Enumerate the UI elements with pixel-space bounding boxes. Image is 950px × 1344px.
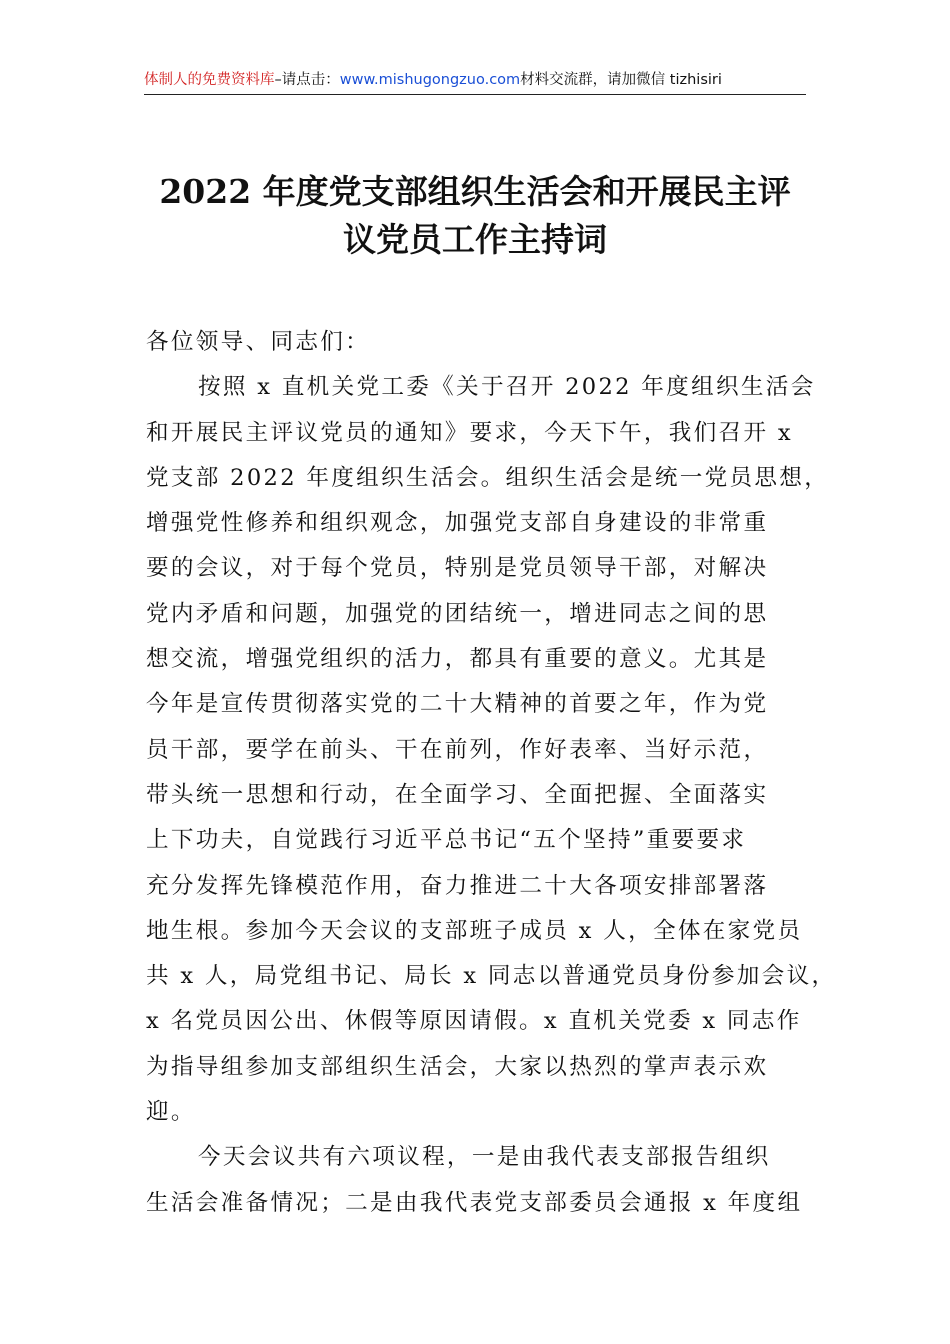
body-line: 迎。 — [146, 1099, 196, 1126]
salutation: 各位领导、同志们： — [146, 329, 371, 355]
document-body — [146, 320, 837, 1226]
title-line-1: 2022 年度党支部组织生活会和开展民主评 — [159, 172, 791, 211]
body-line: 今天会议共有六项议程，一是由我代表支部报告组织 — [198, 1144, 771, 1171]
body-line: 党内矛盾和问题，加强党的团结统一，增进同志之间的思 — [146, 600, 769, 627]
body-line: 地生根。参加今天会议的支部班子成员 x 人，全体在家党员 — [146, 917, 803, 944]
document-title — [100, 168, 850, 264]
page-header — [144, 68, 806, 95]
header-brand: 体制人的免费资料库 — [144, 72, 275, 88]
body-line: 为指导组参加支部组织生活会，大家以热烈的掌声表示欢 — [146, 1053, 769, 1080]
body-line: 和开展民主评议党员的通知》要求，今天下午，我们召开 x — [146, 419, 793, 446]
title-line-2: 议党员工作主持词 — [343, 220, 607, 259]
body-line: 员干部，要学在前头、干在前列，作好表率、当好示范， — [146, 736, 769, 763]
header-link[interactable]: www.mishugongzuo.com — [339, 72, 521, 88]
body-line: x 名党员因公出、休假等原因请假。x 直机关党委 x 同志作 — [146, 1008, 802, 1035]
body-line: 要的会议，对于每个党员，特别是党员领导干部，对解决 — [146, 555, 769, 582]
header-separator: –请点击： — [274, 72, 340, 88]
body-line: 共 x 人，局党组书记、局长 x 同志以普通党员身份参加会议， — [146, 963, 837, 990]
body-line: 生活会准备情况；二是由我代表党支部委员会通报 x 年度组 — [146, 1189, 803, 1216]
body-line: 充分发挥先锋模范作用，奋力推进二十大各项安排部署落 — [146, 872, 769, 899]
body-line: 今年是宣传贯彻落实党的二十大精神的首要之年，作为党 — [146, 691, 769, 718]
header-tail: 材料交流群，请加微信 tizhisiri — [520, 72, 722, 88]
body-line: 想交流，增强党组织的活力，都具有重要的意义。尤其是 — [146, 646, 769, 673]
body-line: 按照 x 直机关党工委《关于召开 2022 年度组织生活会 — [198, 374, 816, 401]
body-line: 上下功夫，自觉践行习近平总书记“五个坚持”重要要求 — [146, 827, 747, 854]
body-line: 增强党性修养和组织观念，加强党支部自身建设的非常重 — [146, 510, 769, 537]
body-line: 党支部 2022 年度组织生活会。组织生活会是统一党员思想， — [146, 464, 830, 491]
body-line: 带头统一思想和行动，在全面学习、全面把握、全面落实 — [146, 781, 769, 808]
